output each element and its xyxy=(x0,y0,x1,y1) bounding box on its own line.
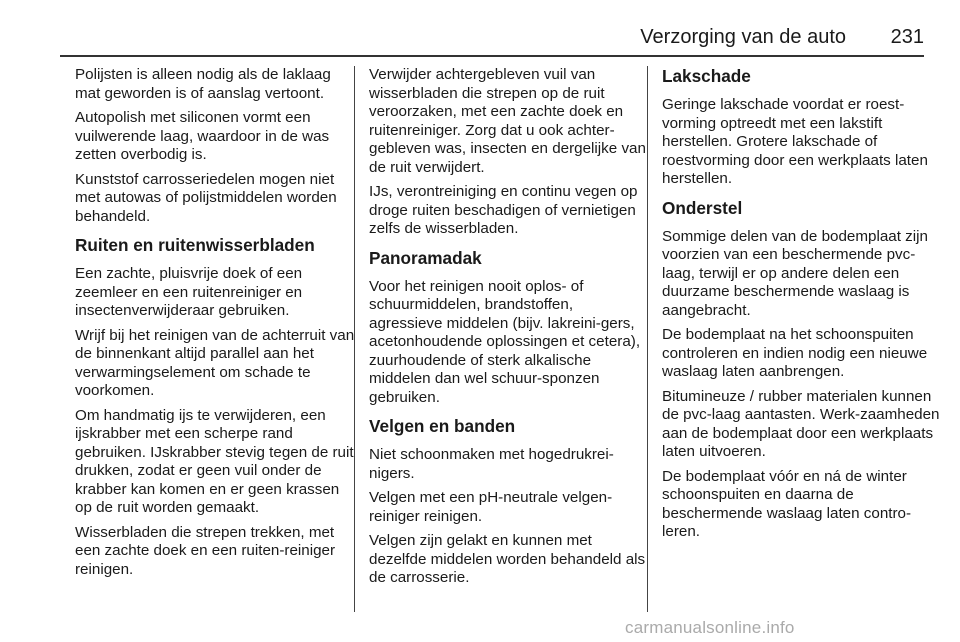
paragraph: Voor het reinigen nooit oplos- of schuurmiddelen, brandstoffen, agressieve middelen (bijv. lakreini-gers, acetonhoudende oplossingen et cetera), zuurhoudende of sterk alkalische middelen dan wel schuur-sponzen gebruiken. xyxy=(369,277,641,406)
paragraph: Kunststof carrosseriedelen mogen niet met autowas of polijstmiddelen worden behandeld. xyxy=(75,170,337,225)
paragraph: Polijsten is alleen nodig als de laklaag mat geworden is of aanslag vertoont. xyxy=(75,66,331,102)
paragraph: IJs, verontreiniging en continu vegen op droge ruiten beschadigen of vernietigen zelfs de wisserbladen. xyxy=(369,183,638,237)
heading-panoramadak: Panoramadak xyxy=(369,247,482,268)
column-1 xyxy=(75,66,355,585)
paragraph: Sommige delen van de bodemplaat zijn voorzien van een beschermende pvc-laag, terwijl er op andere delen een duurzame beschermende waslaag is aangebracht. xyxy=(662,227,928,319)
paragraph: Velgen zijn gelakt en kunnen met dezelfde middelen worden behandeld als de carrosserie. xyxy=(369,532,646,586)
paragraph: Verwijder achtergebleven vuil van wisserbladen die strepen op de ruit veroorzaken, met een zachte doek en ruitenreiniger. Zorg dat u ook achter-gebleven was, insecten en dergelijke van de ruit verwijdert. xyxy=(369,66,646,176)
heading-velgen: Velgen en banden xyxy=(369,416,516,436)
heading-ruiten: Ruiten en ruitenwisserbladen xyxy=(75,235,315,255)
heading-onderstel: Onderstel xyxy=(662,197,743,218)
page-number: 231 xyxy=(890,26,924,48)
paragraph: Om handmatig ijs te verwijderen, een ijskrabber met een scherpe rand gebruiken. IJskrabber stevig tegen de ruit drukken, zodat er geen vuil onder de krabber kan komen en er geen krassen op de ruit worden gemaakt. xyxy=(75,406,354,516)
page-header xyxy=(60,26,924,56)
watermark: carmanualsonline.info xyxy=(625,618,795,637)
paragraph: Wisserbladen die strepen trekken, met een zachte doek en een ruiten-reiniger reinigen. xyxy=(75,523,336,578)
paragraph: De bodemplaat na het schoonspuiten controleren en indien nodig een nieuwe waslaag laten aanbrengen. xyxy=(662,326,928,380)
column-3 xyxy=(662,66,942,548)
paragraph: Een zachte, pluisvrije doek of een zeemleer en een ruitenreiniger en insectenverwijderaar gebruiken. xyxy=(75,265,303,319)
paragraph: Bitumineuze / rubber materialen kunnen de pvc-laag aantasten. Werk-zaamheden aan de bodemplaat door een werkplaats laten uitvoeren. xyxy=(662,387,940,460)
heading-lakschade: Lakschade xyxy=(662,66,751,86)
column-2 xyxy=(369,66,649,594)
paragraph: Autopolish met siliconen vormt een vuilwerende laag, waardoor in de was zetten overbodig is. xyxy=(75,109,330,163)
header-rule xyxy=(60,55,924,57)
paragraph: Wrijf bij het reinigen van de achterruit van de binnenkant altijd parallel aan het verwarmingselement om schade te voorkomen. xyxy=(75,326,355,399)
paragraph: Niet schoonmaken met hogedrukrei-nigers. xyxy=(369,446,614,482)
paragraph: Geringe lakschade voordat er roest-vorming optreedt met een lakstift herstellen. Grotere lakschade of roestvorming door een werkplaats laten herstellen. xyxy=(662,96,928,187)
section-title: Verzorging van de auto xyxy=(640,26,846,48)
column-divider xyxy=(647,66,648,612)
paragraph: De bodemplaat vóór en ná de winter schoonspuiten en daarna de beschermende waslaag laten contro-leren. xyxy=(662,467,912,540)
column-divider xyxy=(354,66,355,612)
paragraph: Velgen met een pH-neutrale velgen-reiniger reinigen. xyxy=(369,489,613,525)
